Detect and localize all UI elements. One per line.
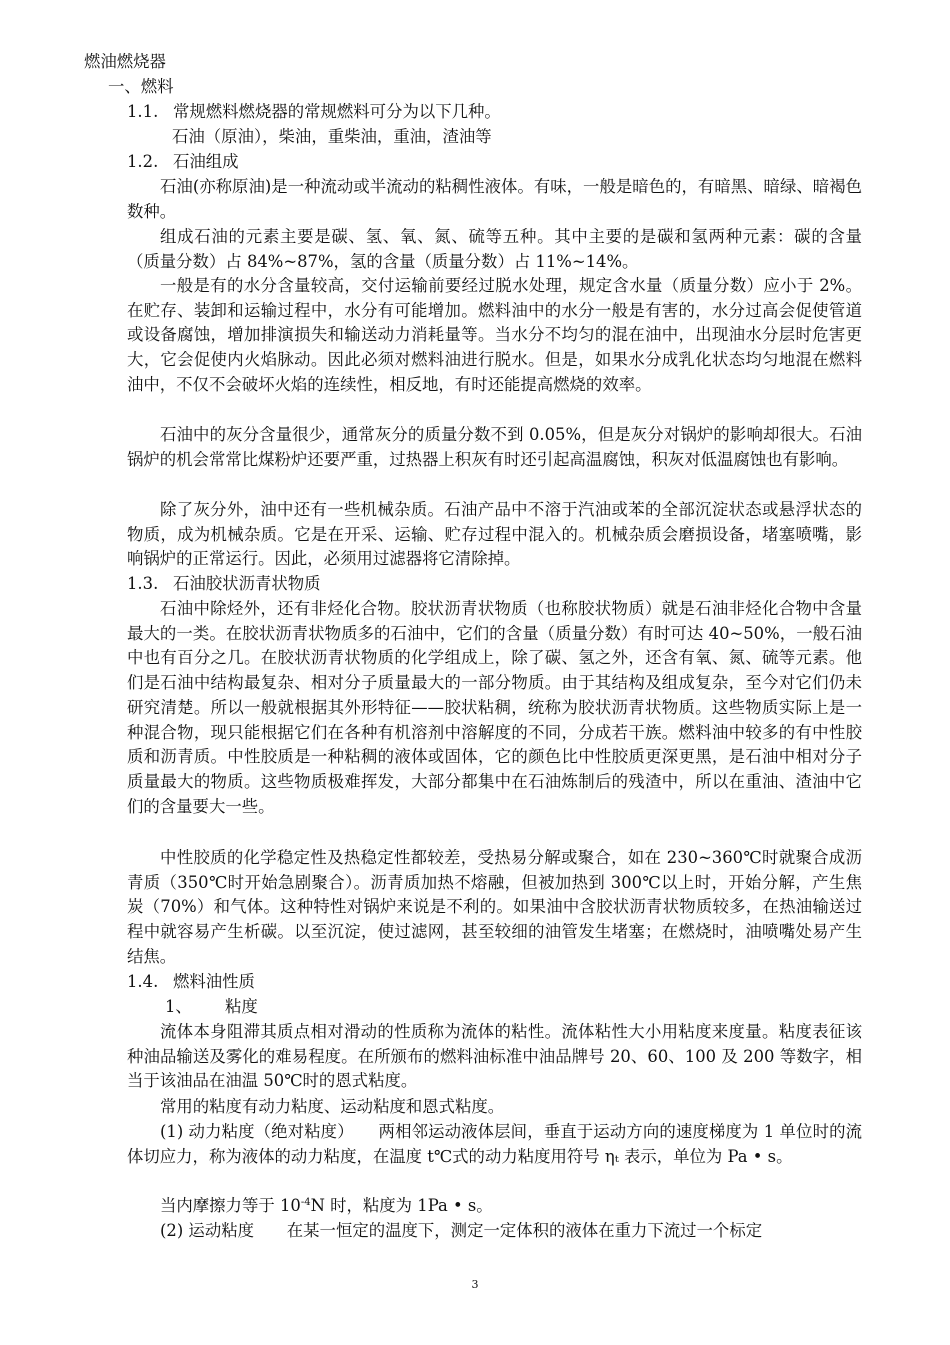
paragraph-kinematic-viscosity — [127, 1219, 862, 1244]
paragraph-viscosity-types — [127, 1095, 862, 1120]
item-viscosity — [165, 995, 258, 1020]
item-title: 粘度 — [225, 997, 258, 1016]
subsection-1-4 — [127, 970, 255, 995]
paragraph-oil-description — [127, 175, 862, 224]
paragraph-water-content — [127, 274, 862, 398]
text-run: N 时，粘度为 1Pa • s。 — [310, 1196, 493, 1215]
subsection-title: 石油组成 — [173, 152, 239, 171]
paragraph-text — [127, 1194, 862, 1219]
subsection-number: 1.3. — [127, 574, 159, 593]
subsection-1-1 — [127, 100, 501, 125]
page-number: 3 — [471, 1278, 479, 1291]
text-run: 当内摩擦力等于 10 — [160, 1196, 301, 1215]
subsection-title: 石油胶状沥青状物质 — [173, 574, 321, 593]
superscript-exponent: -4 — [300, 1197, 311, 1208]
paragraph-text: 常用的粘度有动力粘度、运动粘度和恩式粘度。 — [160, 1097, 505, 1116]
document-title: 燃油燃烧器 — [84, 52, 166, 71]
paragraph-asphaltic-substances — [127, 597, 862, 819]
subsection-1-3 — [127, 572, 321, 597]
subsection-1-2 — [127, 150, 239, 175]
paragraph-text: 石油中除烃外，还有非烃化合物。胶状沥青状物质（也称胶状物质）就是石油非烃化合物中含量最大的一类。在胶状沥青状物质多的石油中，它们的含量（质量分数）有时可达 40~50%，一般石油中也有百分之几。在胶状沥青状物质的化学组成上，除了碳、氢之外，还含有氧、氮、硫等元素。他们是石油中结构最复杂、相对分子质量最大的一部分物质。由于其结构及组成复杂，至今对它们仍未研究清楚。所以一般就根据其外形特征——胶状粘稠，统称为胶状沥青状物质。这些物质实际上是一种混合物，现只能根据它们在各种有机溶剂中溶解度的不同，分成若干族。燃料油中较多的有中性胶质和沥青质。中性胶质是一种粘稠的液体或固体，它的颜色比中性胶质更深更黑，是石油中相对分子质量最大的物质。这些物质极难挥发，大部分都集中在石油炼制后的残渣中，所以在重油、渣油中它们的含量要大一些。 — [127, 599, 862, 816]
paragraph-text: (2) 运动粘度 在某一恒定的温度下，测定一定体积的液体在重力下流过一个标定 — [160, 1221, 763, 1240]
paragraph-dynamic-viscosity — [127, 1120, 862, 1169]
subsection-number: 1.2. — [127, 152, 159, 171]
paragraph-elements — [127, 225, 862, 274]
paragraph-text: 组成石油的元素主要是碳、氢、氧、氮、硫等五种。其中主要的是碳和氢两种元素：碳的含量（质量分数）占 84%~87%，氢的含量（质量分数）占 11%~14%。 — [127, 227, 862, 271]
paragraph-viscosity-definition — [127, 1020, 862, 1094]
paragraph-text: 流体本身阻滞其质点相对滑动的性质称为流体的粘性。流体粘性大小用粘度来度量。粘度表征该种油品输送及雾化的难易程度。在所颁布的燃料油标准中油品牌号 20、60、100 及 200 等数字，相当于该油品在油温 50℃时的恩式粘度。 — [127, 1022, 862, 1091]
paragraph-text: 一般是有的水分含量较高，交付运输前要经过脱水处理，规定含水量（质量分数）应小于 2%。在贮存、装卸和运输过程中，水分有可能增加。燃料油中的水分一般是有害的，水分过高会促使管道或设备腐蚀，增加排演损失和输送动力消耗量等。当水分不均匀的混在油中，出现油水分层时危害更大，它会促使内火焰脉动。因此必须对燃料油进行脱水。但是，如果水分成乳化状态均匀地混在燃料油中，不仅不会破坏火焰的连续性，相反地，有时还能提高燃烧的效率。 — [127, 276, 862, 394]
paragraph-text: (1) 动力粘度（绝对粘度） 两相邻运动液体层间，垂直于运动方向的速度梯度为 1 单位时的流体切应力，称为液体的动力粘度，在温度 t℃式的动力粘度用符号 ηₜ 表示，单位为 Pa • s。 — [127, 1122, 862, 1166]
item-number: 1、 — [165, 997, 192, 1016]
section-heading-fuel: 一、燃料 — [108, 77, 174, 96]
subsection-title: 燃料油性质 — [173, 972, 255, 991]
paragraph-text: 石油(亦称原油)是一种流动或半流动的粘稠性液体。有味，一般是暗色的，有暗黑、暗绿、暗褐色数种。 — [127, 177, 862, 221]
paragraph-text: 石油中的灰分含量很少，通常灰分的质量分数不到 0.05%，但是灰分对锅炉的影响却很大。石油锅炉的机会常常比煤粉炉还要严重，过热器上积灰有时还引起高温腐蚀，积灰对低温腐蚀也有影响。 — [127, 425, 862, 469]
paragraph-friction-unit — [127, 1194, 862, 1219]
subsection-number: 1.4. — [127, 972, 159, 991]
paragraph-text: 中性胶质的化学稳定性及热稳定性都较差，受热易分解或聚合，如在 230~360℃时就聚合成沥青质（350℃时开始急剧聚合）。沥青质加热不熔融，但被加热到 300℃以上时，开始分解，产生焦炭（70%）和气体。这种特性对锅炉来说是不利的。如果油中含胶状沥青状物质较多，在热油输送过程中就容易产生析碳。以至沉淀，使过滤网，甚至较细的油管发生堵塞；在燃烧时，油喷嘴处易产生结焦。 — [127, 848, 862, 966]
subsection-title: 常规燃料燃烧器的常规燃料可分为以下几种。 — [173, 102, 501, 121]
paragraph-thermal-stability — [127, 846, 862, 970]
fuel-list: 石油（原油），柴油，重柴油，重油，渣油等 — [172, 127, 492, 146]
paragraph-text: 除了灰分外，油中还有一些机械杂质。石油产品中不溶于汽油或苯的全部沉淀状态或悬浮状态的物质，成为机械杂质。它是在开采、运输、贮存过程中混入的。机械杂质会磨损设备，堵塞喷嘴，影响锅炉的正常运行。因此，必须用过滤器将它清除掉。 — [127, 500, 862, 569]
subsection-number: 1.1. — [127, 102, 159, 121]
paragraph-mechanical-impurities — [127, 498, 862, 572]
paragraph-ash-content — [127, 423, 862, 472]
